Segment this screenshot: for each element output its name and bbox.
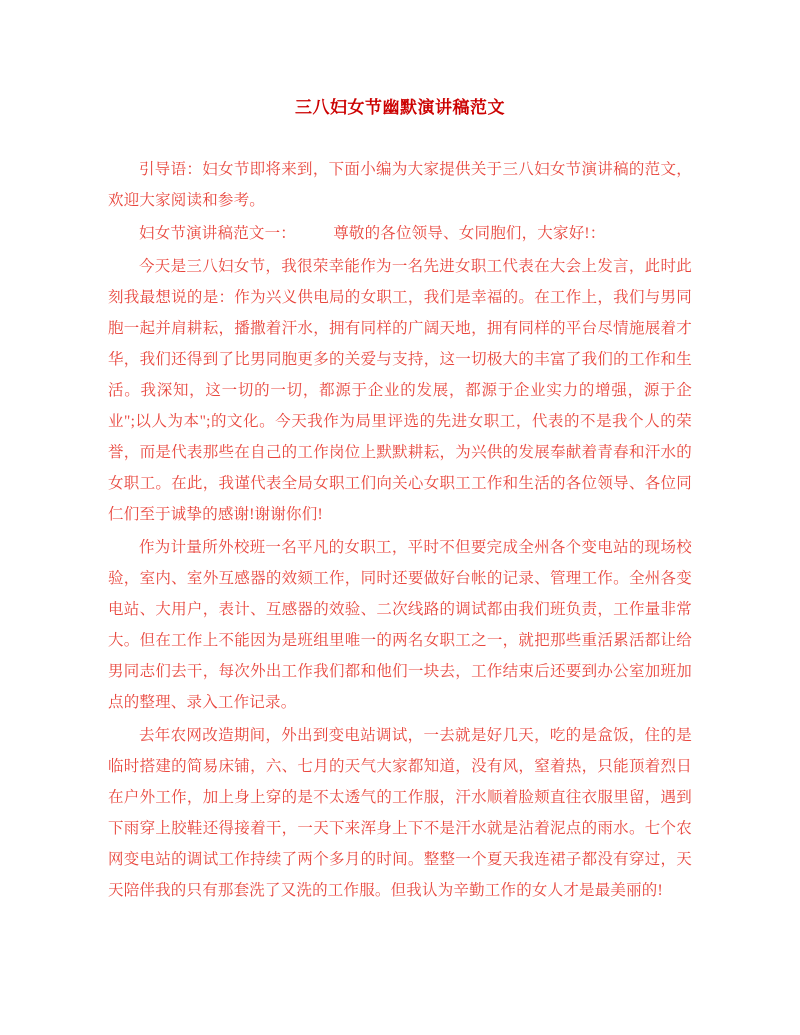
paragraph-body-3: 去年农网改造期间，外出到变电站调试，一去就是好几天，吃的是盒饭，住的是临时搭建的简易床铺，六、七月的天气大家都知道，没有风，窒着热，只能顶着烈日在户外工作，加上身上穿的是不太透气的工作服，汗水顺着脸颊直往衣服里留，遇到下雨穿上胶鞋还得接着干，一天下来浑身上下不是汗水就是沾着泥点的雨水。七个农网变电站的调试工作持续了两个多月的时间。整整一个夏天我连裙子都没有穿过，天天陪伴我的只有那套洗了又洗的工作服。但我认为辛勤工作的女人才是最美丽的! [108, 726, 692, 899]
salutation-greeting: 尊敬的各位领导、女同胞们，大家好!： [333, 224, 606, 242]
paragraph-intro: 引导语：妇女节即将来到，下面小编为大家提供关于三八妇女节演讲稿的范文，欢迎大家阅读和参考。 [108, 160, 692, 209]
paragraph-salutation [108, 218, 692, 249]
paragraph-body-2: 作为计量所外校班一名平凡的女职工，平时不但要完成全州各个变电站的现场校验，室内、室外互感器的效颏工作，同时还要做好台帐的记录、管理工作。全州各变电站、大用户，表计、互感器的效验、二次线路的调试都由我们班负责，工作量非常大。但在工作上不能因为是班组里唯一的两名女职工之一，就把那些重活累活都让给男同志们去干，每次外出工作我们都和他们一块去，工作结束后还要到办公室加班加点的整理、录入工作记录。 [108, 538, 692, 711]
document-content [108, 96, 692, 908]
page-title: 三八妇女节幽默演讲稿范文 [295, 98, 505, 117]
paragraph-body-1: 今天是三八妇女节，我很荣幸能作为一名先进女职工代表在大会上发言，此时此刻我最想说的是：作为兴义供电局的女职工，我们是幸福的。在工作上，我们与男同胞一起并肩耕耘，播撒着汗水，拥有同样的广阔天地，拥有同样的平台尽情施展着才华，我们还得到了比男同胞更多的关爱与支持，这一切极大的丰富了我们的工作和生活。我深知，这一切的一切，都源于企业的发展，都源于企业实力的增强，源于企业";以人为本";的文化。今天我作为局里评选的先进女职工，代表的不是我个人的荣誉，而是代表那些在自己的工作岗位上默默耕耘，为兴供的发展奉献着青春和汗水的女职工。在此，我谨代表全局女职工们向关心女职工工作和生活的各位领导、各位同仁们至于诚挚的感谢!谢谢你们! [108, 257, 692, 523]
salutation-label: 妇女节演讲稿范文一： [139, 224, 297, 242]
